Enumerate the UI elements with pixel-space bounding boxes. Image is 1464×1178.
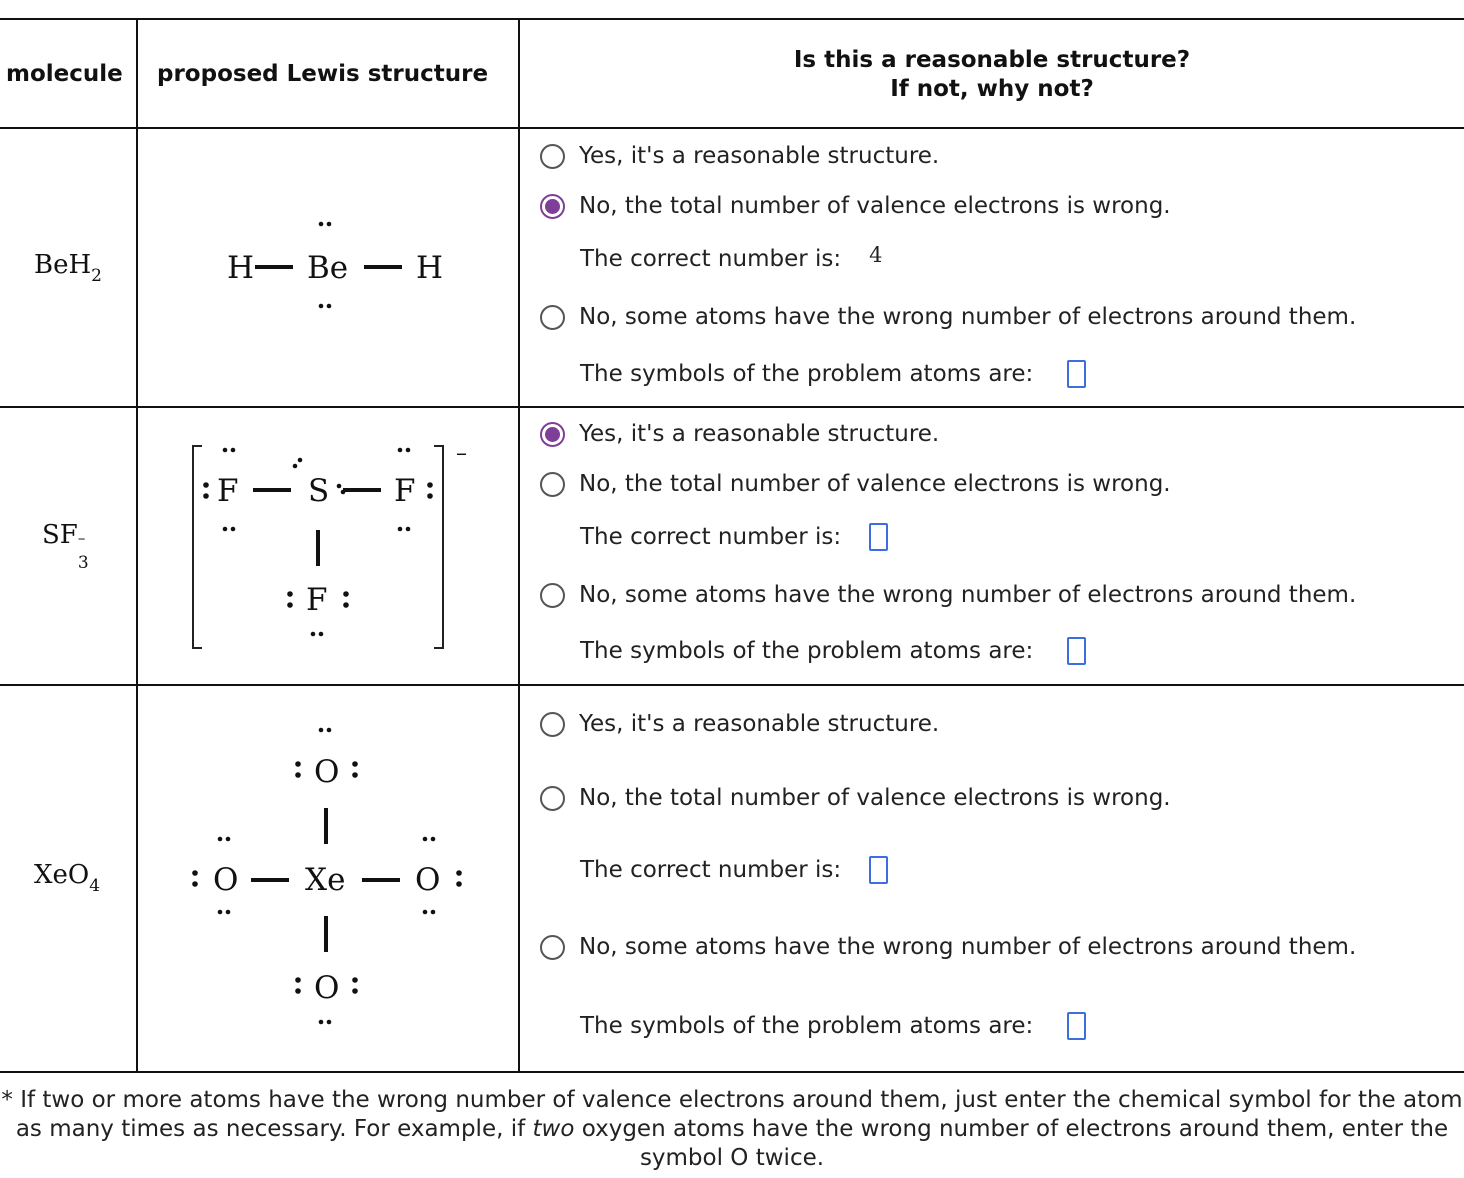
lewis-structure-beh2 [138, 129, 518, 406]
problem-atoms-input[interactable] [1067, 360, 1086, 388]
problem-atoms-prompt [580, 637, 1086, 665]
footnote-text: oxygen atoms have the wrong number of electrons around them, enter the symbol O twice. [574, 1116, 1449, 1171]
table-bottom-border [0, 1071, 1464, 1073]
header-question [520, 46, 1464, 104]
option-label: No, the total number of valence electrons is wrong. [579, 471, 1171, 497]
header-question-line1: Is this a reasonable structure? [793, 47, 1191, 73]
atom-center: S [308, 473, 330, 509]
radio-button[interactable] [540, 472, 565, 497]
problem-atoms-input[interactable] [1067, 637, 1086, 665]
atom-right: O [415, 862, 441, 898]
column-divider [518, 18, 520, 1073]
option-label: No, some atoms have the wrong number of electrons around them. [579, 582, 1357, 608]
atom-left: O [213, 862, 239, 898]
header-proposed-structure: proposed Lewis structure [157, 61, 489, 87]
header-molecule: molecule [6, 61, 123, 87]
correct-number-prompt [580, 523, 888, 551]
formula-base: XeO [34, 860, 90, 890]
formula-subscript: 4 [89, 876, 101, 897]
footnote-text: * If two or more atoms have the wrong number of valence electrons around them, just enter the chemical symbol for the atom as many times as necessary. For example, if [1, 1087, 1463, 1142]
correct-number-label: The correct number is: [580, 246, 842, 272]
radio-button[interactable] [540, 786, 565, 811]
problem-atoms-label: The symbols of the problem atoms are: [580, 638, 1034, 664]
atom-right: H [416, 250, 444, 286]
lewis-structure-sf3 [138, 408, 518, 684]
atom-center: Be [307, 250, 349, 286]
radio-button[interactable] [540, 144, 565, 169]
option-label: No, some atoms have the wrong number of electrons around them. [579, 934, 1357, 960]
correct-number-label: The correct number is: [580, 524, 842, 550]
atom-center: Xe [305, 862, 346, 898]
option-label: No, some atoms have the wrong number of electrons around them. [579, 304, 1357, 330]
footnote-emphasis: two [532, 1116, 575, 1142]
option-wrong-valence-total[interactable] [540, 191, 1171, 221]
option-yes-reasonable[interactable] [540, 141, 939, 171]
option-wrong-atom-electrons[interactable] [540, 580, 1356, 610]
lewis-structure-xeo4 [138, 686, 518, 1071]
formula-subscript: 2 [91, 266, 102, 287]
atom-top: O [314, 754, 340, 790]
option-label: Yes, it's a reasonable structure. [579, 143, 940, 169]
problem-atoms-label: The symbols of the problem atoms are: [580, 1013, 1034, 1039]
table-top-border [0, 18, 1464, 20]
molecule-formula [42, 520, 90, 573]
option-yes-reasonable[interactable] [540, 419, 939, 449]
radio-button-selected[interactable] [540, 422, 565, 447]
header-question-line2: If not, why not? [890, 76, 1094, 102]
formula-charge: – [77, 529, 86, 547]
formula-base: SF [42, 520, 78, 550]
option-wrong-atom-electrons[interactable] [540, 932, 1356, 962]
correct-number-label: The correct number is: [580, 857, 842, 883]
radio-button[interactable] [540, 305, 565, 330]
ion-charge: – [456, 441, 467, 466]
formula-base: BeH [34, 250, 92, 280]
option-wrong-valence-total[interactable] [540, 469, 1171, 499]
atom-bottom: F [306, 582, 328, 618]
option-label: No, the total number of valence electrons is wrong. [579, 785, 1171, 811]
molecule-formula [34, 250, 102, 287]
correct-number-prompt [580, 856, 888, 884]
correct-number-input[interactable] [869, 856, 888, 884]
footnote [0, 1086, 1464, 1173]
option-label: Yes, it's a reasonable structure. [579, 711, 940, 737]
problem-atoms-prompt [580, 360, 1086, 388]
radio-button[interactable] [540, 935, 565, 960]
radio-button[interactable] [540, 712, 565, 737]
problem-atoms-prompt [580, 1012, 1086, 1040]
problem-atoms-input[interactable] [1067, 1012, 1086, 1040]
radio-button-selected[interactable] [540, 194, 565, 219]
atom-left: F [217, 473, 239, 509]
option-label: Yes, it's a reasonable structure. [579, 421, 940, 447]
correct-number-value[interactable]: 4 [869, 243, 883, 267]
option-wrong-valence-total[interactable] [540, 783, 1171, 813]
radio-button[interactable] [540, 583, 565, 608]
correct-number-prompt [580, 243, 883, 272]
correct-number-input[interactable] [869, 523, 888, 551]
atom-right: F [394, 473, 416, 509]
atom-bottom: O [314, 970, 340, 1006]
formula-subscript: 3 [77, 553, 89, 573]
atom-left: H [227, 250, 255, 286]
option-wrong-atom-electrons[interactable] [540, 302, 1356, 332]
molecule-formula [34, 860, 101, 897]
problem-atoms-label: The symbols of the problem atoms are: [580, 361, 1034, 387]
option-yes-reasonable[interactable] [540, 709, 939, 739]
option-label: No, the total number of valence electrons is wrong. [579, 193, 1171, 219]
